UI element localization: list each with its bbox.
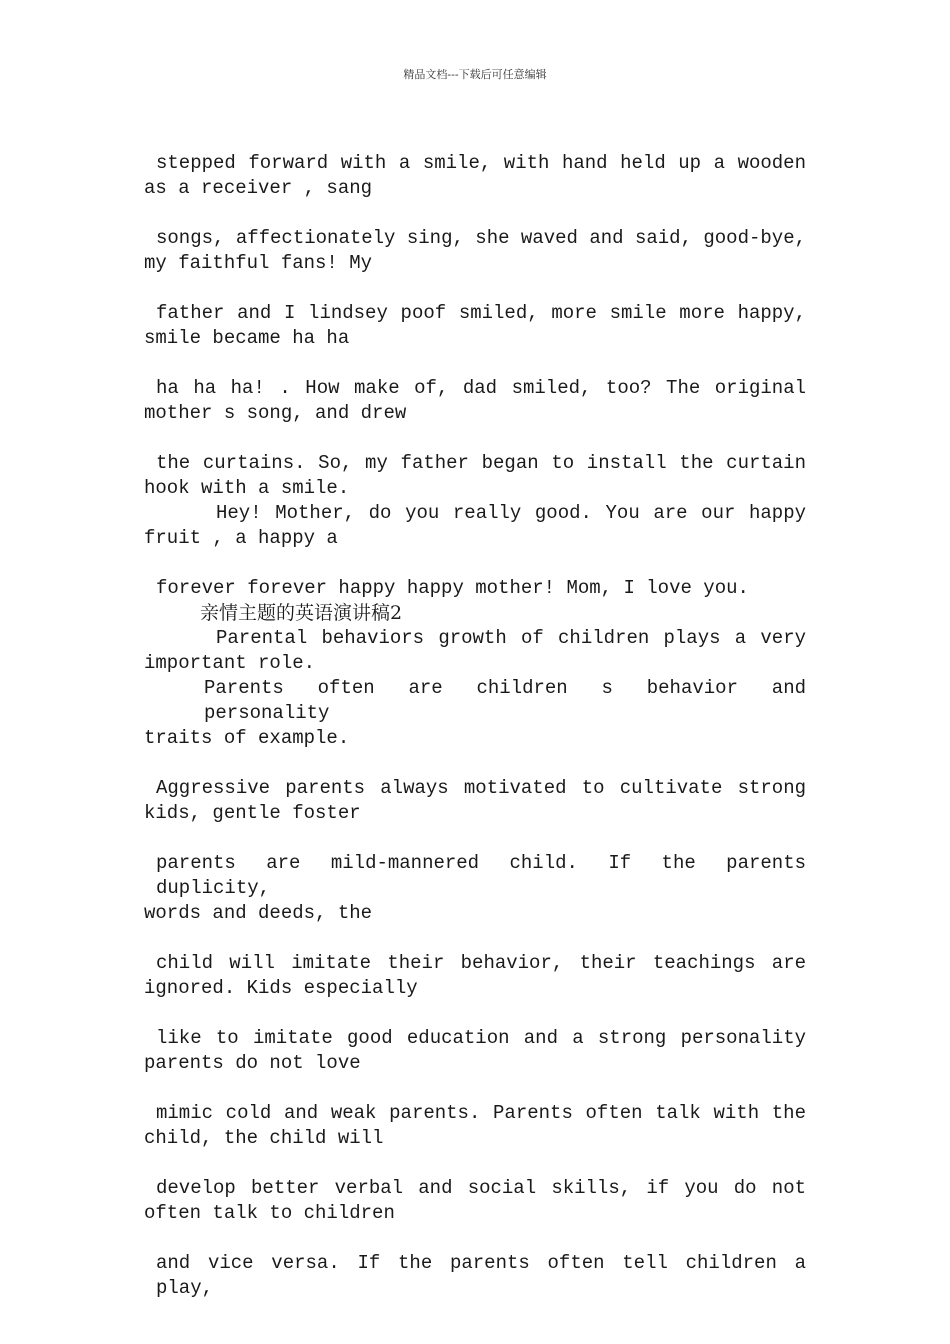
paragraph-continuation: child, the child will [144, 1127, 384, 1149]
paragraph: child will imitate their behavior, their teachings are [156, 952, 806, 974]
paragraph: and vice versa. If the parents often tell children a play, [156, 1252, 806, 1299]
paragraph: songs, affectionately sing, she waved and said, good-bye, [156, 227, 806, 249]
paragraph: develop better verbal and social skills, if you do not [156, 1177, 806, 1199]
paragraph-continuation: words and deeds, the [144, 902, 373, 924]
paragraph: father and I lindsey poof smiled, more smile more happy, [156, 302, 806, 324]
section-heading: 亲情主题的英语演讲稿2 [200, 602, 403, 624]
paragraph-continuation: my faithful fans! My [144, 252, 373, 274]
paragraph: mimic cold and weak parents. Parents often talk with the [156, 1102, 806, 1124]
paragraph: stepped forward with a smile, with hand held up a wooden [156, 152, 806, 174]
paragraph-continuation: often talk to children [144, 1202, 395, 1224]
paragraph-continuation: mother s song, and drew [144, 402, 407, 424]
paragraph-continuation: important role. [144, 652, 316, 674]
paragraph: ha ha ha! . How make of, dad smiled, too? The original [156, 377, 806, 399]
document-body [144, 151, 806, 1301]
paragraph-continuation: as a receiver , sang [144, 177, 373, 199]
paragraph: like to imitate good education and a strong personality [156, 1027, 806, 1049]
paragraph-continuation: fruit , a happy a [144, 527, 338, 549]
paragraph: Hey! Mother, do you really good. You are our happy [216, 502, 806, 524]
paragraph-continuation: hook with a smile. [144, 477, 350, 499]
paragraph: parents are mild-mannered child. If the parents duplicity, [156, 852, 806, 899]
paragraph: Parental behaviors growth of children plays a very [216, 627, 806, 649]
paragraph: Parents often are children s behavior and personality [204, 677, 806, 724]
paragraph-continuation: traits of example. [144, 727, 350, 749]
page-header: 精品文档---下载后可任意编辑 [403, 68, 547, 81]
paragraph: forever forever happy happy mother! Mom, I love you. [156, 577, 749, 599]
paragraph-continuation: ignored. Kids especially [144, 977, 418, 999]
paragraph: Aggressive parents always motivated to cultivate strong [156, 777, 806, 799]
paragraph: the curtains. So, my father began to install the curtain [156, 452, 806, 474]
paragraph-continuation: kids, gentle foster [144, 802, 361, 824]
paragraph-continuation: smile became ha ha [144, 327, 350, 349]
paragraph-continuation: parents do not love [144, 1052, 361, 1074]
